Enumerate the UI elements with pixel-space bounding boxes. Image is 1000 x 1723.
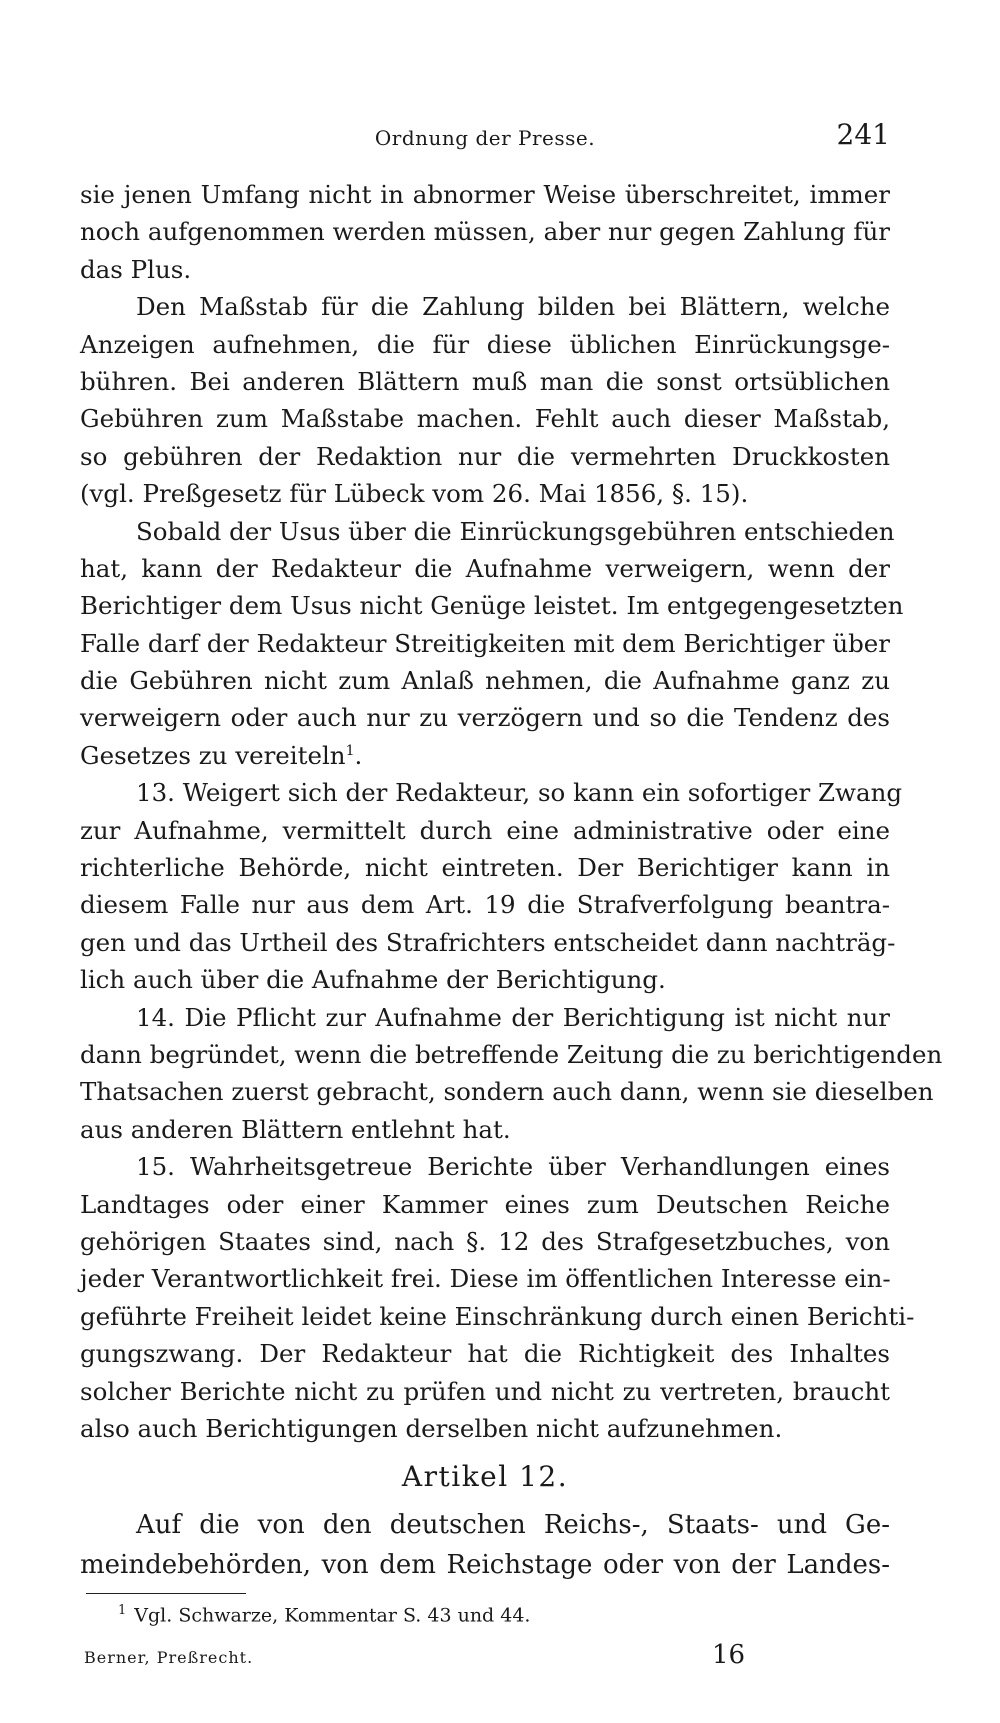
text-line: 13. Weigert sich der Redakteur, so kann ein sofortiger Zwang [136,778,903,808]
text-line: die Gebühren nicht zum Anlaß nehmen, die Aufnahme ganz zu [80,666,890,696]
text-line: zur Aufnahme, vermittelt durch eine administrative oder eine [80,815,890,845]
text-line: sie jenen Umfang nicht in abnormer Weise überschreitet, immer [80,180,890,209]
text-line: solcher Berichte nicht zu prüfen und nicht zu vertreten, braucht [80,1376,890,1406]
text-line: hat, kann der Redakteur die Aufnahme verweigern, wenn der [80,553,890,583]
text-line: 15. Wahrheitsgetreue Berichte über Verhandlungen eines [136,1152,890,1182]
article-line: Auf die von den deutschen Reichs-, Staats- und Ge- [136,1510,890,1540]
text-line: Falle darf der Redakteur Streitigkeiten mit dem Berichtiger über [80,628,890,658]
text-line: gungszwang. Der Redakteur hat die Richtigkeit des Inhaltes [80,1339,890,1369]
text-line: so gebühren der Redaktion nur die vermehrten Druckkosten [80,441,890,471]
text-line: 14. Die Pflicht zur Aufnahme der Berichtigung ist nicht nur [136,1002,890,1032]
running-head [80,118,890,158]
text-line-content: Gesetzes zu vereiteln [80,740,346,770]
text-line: Thatsachen zuerst gebracht, sondern auch dann, wenn sie dieselben [80,1077,934,1107]
footnote-reference[interactable]: 1 [345,742,355,759]
text-line: jeder Verantwortlichkeit frei. Diese im öffentlichen Interesse ein- [80,1264,891,1294]
text-line: aus anderen Blättern entlehnt hat. [80,1114,511,1144]
footnote-divider [86,1593,246,1594]
text-line: das Plus. [80,254,192,284]
text-line: diesem Falle nur aus dem Art. 19 die Strafverfolgung beantra- [80,890,890,920]
footnote [118,1603,530,1626]
text-line: lich auch über die Aufnahme der Berichtigung. [80,965,666,995]
running-title: Ordnung der Presse. [374,126,596,150]
text-line: dann begründet, wenn die betreffende Zeitung die zu berichtigenden [80,1039,943,1069]
text-line: verweigern oder auch nur zu verzögern und so die Tendenz des [80,703,890,733]
text-line: Gebühren zum Maßstabe machen. Fehlt auch dieser Maßstab, [80,404,890,434]
footnote-text: Vgl. Schwarze, Kommentar S. 43 und 44. [134,1604,531,1627]
text-line: (vgl. Preßgesetz für Lübeck vom 26. Mai 1856, §. 15). [80,479,749,509]
text-line: Sobald der Usus über die Einrückungsgebühren entschieden [136,516,895,546]
text-line: geführte Freiheit leidet keine Einschränkung durch einen Berichti- [80,1301,915,1331]
page-number: 241 [836,118,890,151]
article-line: meindebehörden, von dem Reichstage oder von der Landes- [80,1550,890,1580]
article-text [80,1505,890,1585]
text-line: noch aufgenommen werden müssen, aber nur gegen Zahlung für [80,217,890,247]
article-heading: Artikel 12. [401,1460,569,1493]
text-line-with-footnote-ref [80,737,890,774]
body-text [80,176,943,1447]
text-line: Berichtiger dem Usus nicht Genüge leistet. Im entgegengesetzten [80,591,904,621]
text-line: bühren. Bei anderen Blättern muß man die sonst ortsüblichen [80,366,890,396]
text-line: richterliche Behörde, nicht eintreten. Der Berichtiger kann in [80,853,890,883]
text-line: also auch Berichtigungen derselben nicht aufzunehmen. [80,1413,783,1443]
text-line: gen und das Urtheil des Strafrichters entscheidet dann nachträg- [80,927,896,957]
line-end-period: . [354,740,363,770]
text-line: Landtages oder einer Kammer eines zum Deutschen Reiche [80,1189,890,1219]
signature-mark: Berner, Preßrecht. [84,1648,254,1667]
footnote-number: 1 [118,1603,127,1618]
text-line: Anzeigen aufnehmen, die für diese üblichen Einrückungsge- [80,329,890,359]
sheet-number: 16 [712,1640,746,1670]
text-line: Den Maßstab für die Zahlung bilden bei Blättern, welche [136,292,890,322]
text-line: gehörigen Staates sind, nach §. 12 des Strafgesetzbuches, von [80,1226,890,1256]
